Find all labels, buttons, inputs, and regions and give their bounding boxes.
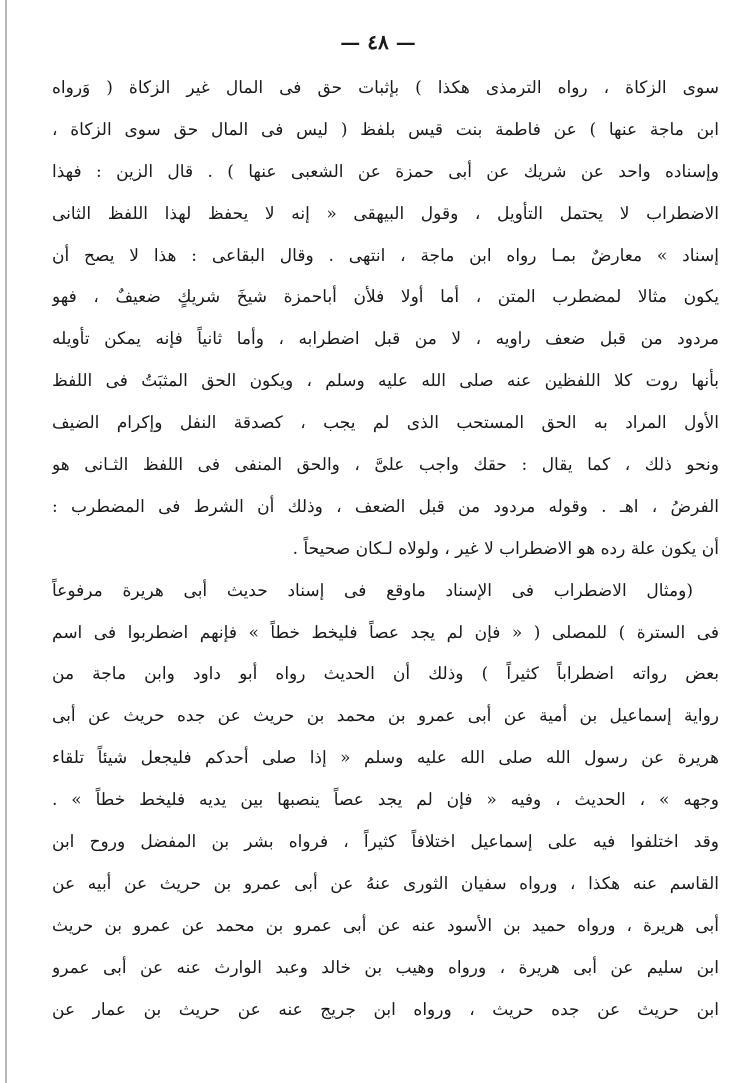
- text-line: القاسم عنه هكذا ، ورواه سفيان الثورى عنهُ عن أبى عمرو بن حريث عن أبيه عن: [52, 873, 719, 894]
- paragraph-1: [52, 68, 719, 571]
- text-line: ونحو ذلك ، كما يقال : حقك واجب علىَّ ، والحق المنفى فى اللفظ الثـانى هو: [52, 455, 719, 476]
- paragraph-2: [52, 571, 719, 1032]
- text-line: وقد اختلفوا فيه على إسماعيل اختلافاً كثيراً ، فرواه بشر بن المفضل وروح ابن: [52, 832, 719, 853]
- text-line: الفرضُ ، اهـ . وقوله مردود من قبل الضعف ، وذلك أن الشرط فى المضطرب :: [52, 496, 719, 517]
- text-line: بأنها روت كلا اللفظين عنه صلى الله عليه وسلم ، ويكون الحق المثبَتُ فى اللفظ: [52, 371, 719, 392]
- text-line: هريرة عن رسول الله صلى الله عليه وسلم « إذا صلى أحدكم فليجعل شيئاً تلقاء: [52, 748, 719, 769]
- text-line: الاضطراب لا يحتمل التأويل ، وقول البيهقى « إنه لا يحفظ لهذا اللفظ الثانى: [52, 203, 719, 224]
- text-line: يكون مثالا لمضطرب المتن ، أما أولا فلأن أباحمزة شيخَ شريكٍ ضعيفٌ ، فهو: [52, 287, 719, 308]
- text-line: إسناد » معارضٌ بمـا رواه ابن ماجة ، انتهى . وقال البقاعى : هذا لا يصح أن: [52, 245, 719, 266]
- text-line: مردود من قبل ضعف راويه ، لا من قبل اضطرابه ، وأما ثانياً فإنه يمكن تأويله: [52, 329, 719, 350]
- text-line: فى السترة ) للمصلى ( « فإن لم يجد عصاً فليخط خطاً » فإنهم اضطربوا فى اسم: [52, 622, 719, 643]
- text-line: ابن سليم عن أبى هريرة ، ورواه وهيب بن خالد وعبد الوارث عنه عن أبى عمرو: [52, 957, 719, 978]
- text-line: الأول المراد به الحق المستحب الذى لم يجب ، كصدقة النفل وإكرام الضيف: [52, 413, 719, 434]
- text-line: (ومثال الاضطراب فى الإسناد ماوقع فى إسناد حديث أبى هريرة مرفوعاً: [52, 580, 693, 601]
- text-line: ابن حريث عن جده حريث ، ورواه ابن جريج عنه عن حريث بن عمار عن: [52, 999, 719, 1020]
- text-line: أبى هريرة ، ورواه حميد بن الأسود عنه عن أبى عمرو بن محمد عن عمرو بن حريث: [52, 915, 719, 936]
- text-line: وإسناده واحد عن شريك عن أبى حمزة عن الشعبى عنها ) . قال الزين : فهذا: [52, 161, 719, 182]
- text-line: سوى الزكاة ، رواه الترمذى هكذا ) بإثبات حق فى المال غير الزكاة ( وَرواه: [52, 78, 719, 98]
- text-line: بعض رواته اضطراباً كثيراً ) وذلك أن الحديث رواه أبو داود وابن ماجة من: [52, 664, 719, 685]
- text-line: ابن ماجة عنها ) عن فاطمة بنت قيس بلفظ ( ليس فى المال حق سوى الزكاة ،: [52, 119, 719, 140]
- body-text: [52, 68, 719, 1031]
- text-line: أن يكون علة رده هو الاضطراب لا غير ، ولولاه لـكان صحيحاً .: [292, 538, 719, 559]
- page-number: — ٤٨ —: [340, 30, 416, 54]
- text-line: رواية إسماعيل بن أمية عن أبى عمرو بن محمد بن حريث عن جده حريث عن أبى: [52, 706, 719, 727]
- page-edge-line: [5, 0, 7, 1083]
- text-line: وجهه » ، الحديث ، وفيه « فإن لم يجد عصاً ينصبها بين يديه فليخط خطاً » .: [52, 790, 719, 811]
